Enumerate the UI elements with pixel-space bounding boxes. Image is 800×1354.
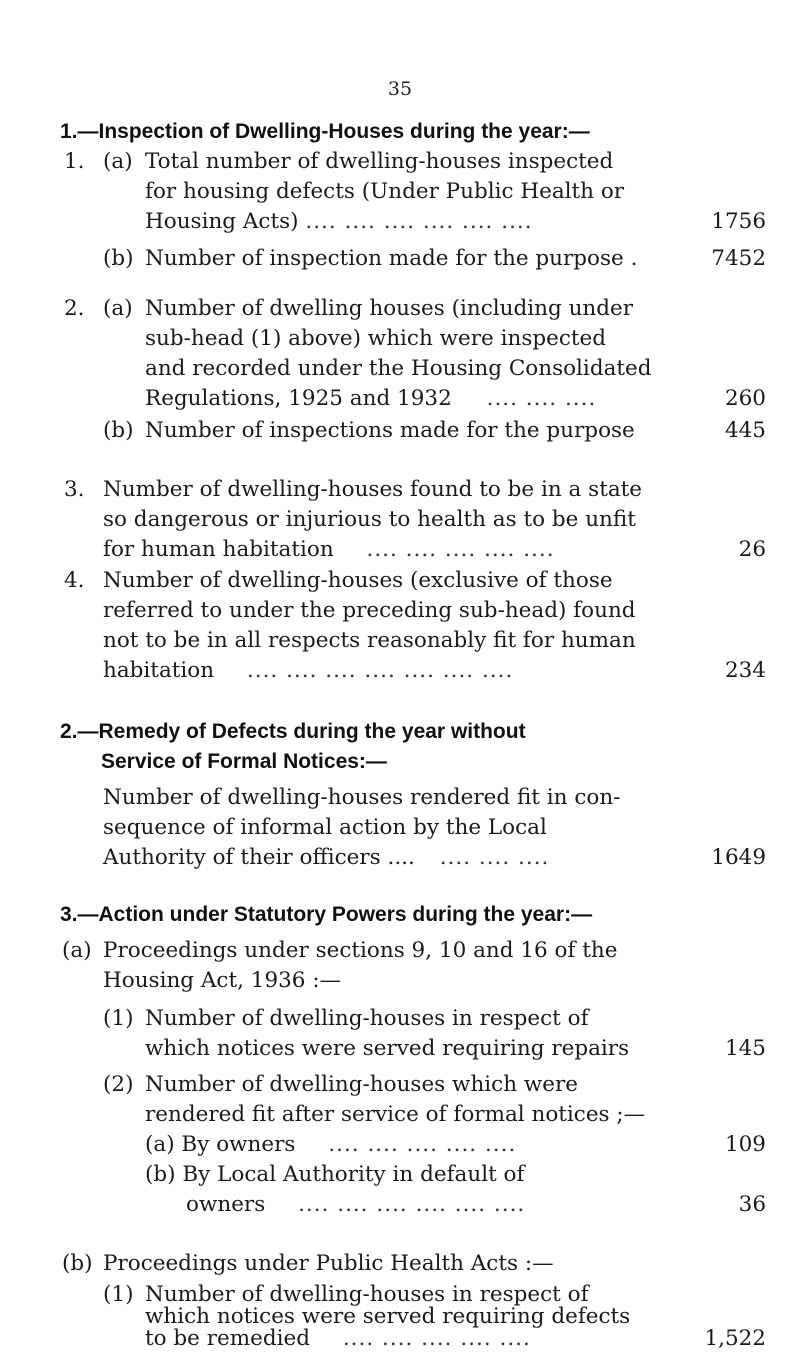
item-4-line-2: referred to under the preceding sub-head) found bbox=[103, 598, 636, 623]
section-3a2b-leader: .... .... .... .... .... .... bbox=[298, 1192, 526, 1217]
section-3a-line-1: Proceedings under sections 9, 10 and 16 of the bbox=[103, 938, 618, 963]
section-3a2a-text: (a) By owners bbox=[145, 1132, 296, 1157]
section-3a2-line-2: rendered fit after service of formal notices ;— bbox=[145, 1102, 646, 1127]
section-3b1-text: to be remedied bbox=[145, 1326, 310, 1351]
section-3b1-label: (1) bbox=[103, 1282, 134, 1307]
item-4-line-1: Number of dwelling-houses (exclusive of those bbox=[103, 568, 613, 593]
section-3a1-label: (1) bbox=[103, 1006, 134, 1031]
section-3a2b-value: 36 bbox=[738, 1192, 766, 1217]
section-3b1-line-1: Number of dwelling-houses in respect of bbox=[145, 1282, 589, 1307]
section-2-value: 1649 bbox=[711, 845, 766, 870]
section-3a-label: (a) bbox=[62, 938, 92, 963]
section-2-heading-line-1: 2.—Remedy of Defects during the year without bbox=[60, 720, 526, 743]
item-2a-line-2: sub-head (1) above) which were inspected bbox=[145, 326, 607, 351]
section-3a2-label: (2) bbox=[103, 1072, 134, 1097]
item-2a-label: (a) bbox=[103, 296, 133, 321]
section-2-line-3 bbox=[103, 843, 549, 873]
item-2a-value: 260 bbox=[724, 386, 766, 411]
section-3-heading: 3.—Action under Statutory Powers during the year:— bbox=[60, 903, 593, 926]
section-3a2b-text: owners bbox=[186, 1192, 266, 1217]
item-2b-value: 445 bbox=[724, 418, 766, 443]
section-3b1-line-3 bbox=[145, 1328, 531, 1350]
item-3-number: 3. bbox=[64, 477, 85, 502]
item-1a-value: 1756 bbox=[711, 209, 766, 234]
item-3-line-2: so dangerous or injurious to health as to be unfit bbox=[103, 507, 636, 532]
item-4-line-4 bbox=[103, 656, 513, 686]
section-3a2-line-1: Number of dwelling-houses which were bbox=[145, 1072, 579, 1097]
section-3b-label: (b) bbox=[62, 1251, 93, 1276]
item-1a-leader: .... .... .... .... .... .... bbox=[305, 209, 533, 234]
section-2-line-1: Number of dwelling-houses rendered fit in con- bbox=[103, 785, 621, 810]
item-2a-line-1: Number of dwelling houses (including under bbox=[145, 296, 634, 321]
item-2-number: 2. bbox=[64, 296, 85, 321]
item-4-line-3: not to be in all respects reasonably fit for human bbox=[103, 628, 636, 653]
section-3a-line-2: Housing Act, 1936 :— bbox=[103, 968, 342, 993]
section-2-text: Authority of their officers .... bbox=[103, 845, 415, 870]
item-1b-label: (b) bbox=[103, 246, 134, 271]
item-3-value: 26 bbox=[738, 537, 766, 562]
item-1a-line-1: Total number of dwelling-houses inspected bbox=[145, 149, 614, 174]
item-1a-line-2: for housing defects (Under Public Health or bbox=[145, 179, 625, 204]
section-3b1-value: 1,522 bbox=[704, 1326, 766, 1351]
item-3-text: for human habitation bbox=[103, 537, 334, 562]
item-1a-label: (a) bbox=[103, 149, 133, 174]
section-3a2a-value: 109 bbox=[724, 1132, 766, 1157]
item-1a-text: Housing Acts) bbox=[145, 209, 299, 234]
item-1b-value: 7452 bbox=[711, 246, 766, 271]
section-3b1-line-2: which notices were served requiring defects bbox=[145, 1304, 631, 1329]
item-2a-line-4 bbox=[145, 384, 596, 414]
section-1-heading: 1.—Inspection of Dwelling-Houses during the year:— bbox=[60, 120, 590, 143]
section-2-leader: .... .... .... bbox=[439, 845, 550, 870]
section-3a1-line-1: Number of dwelling-houses in respect of bbox=[145, 1006, 589, 1031]
item-4-leader: .... .... .... .... .... .... .... bbox=[246, 658, 514, 683]
page-number: 35 bbox=[387, 78, 413, 100]
section-2-heading-line-2: Service of Formal Notices:— bbox=[101, 750, 387, 773]
section-3a1-line-2: which notices were served requiring repairs bbox=[145, 1036, 630, 1061]
section-2-line-2: sequence of informal action by the Local bbox=[103, 815, 547, 840]
section-3b1-leader: .... .... .... .... .... bbox=[342, 1326, 531, 1351]
item-2a-leader: .... .... .... bbox=[486, 386, 597, 411]
item-3-line-1: Number of dwelling-houses found to be in a state bbox=[103, 477, 643, 502]
item-4-value: 234 bbox=[724, 658, 766, 683]
section-3a2a-line bbox=[145, 1130, 516, 1160]
item-3-line-3 bbox=[103, 535, 555, 565]
section-3b-line-1: Proceedings under Public Health Acts :— bbox=[103, 1251, 554, 1276]
item-2a-text: Regulations, 1925 and 1932 bbox=[145, 386, 452, 411]
section-3a2b-line-1: (b) By Local Authority in default of bbox=[145, 1162, 525, 1187]
section-3a2a-leader: .... .... .... .... .... bbox=[328, 1132, 517, 1157]
item-1-number: 1. bbox=[64, 149, 85, 174]
item-1b-text: Number of inspection made for the purpose . bbox=[145, 246, 638, 271]
section-3a2b-line-2 bbox=[186, 1190, 525, 1220]
item-1a-line-3 bbox=[145, 207, 533, 237]
item-3-leader: .... .... .... .... .... bbox=[366, 537, 555, 562]
item-4-number: 4. bbox=[64, 568, 85, 593]
item-4-text: habitation bbox=[103, 658, 215, 683]
item-2b-text: Number of inspections made for the purpose bbox=[145, 418, 635, 443]
item-2a-line-3: and recorded under the Housing Consolidated bbox=[145, 356, 652, 381]
item-2b-label: (b) bbox=[103, 418, 134, 443]
section-3a1-value: 145 bbox=[724, 1036, 766, 1061]
